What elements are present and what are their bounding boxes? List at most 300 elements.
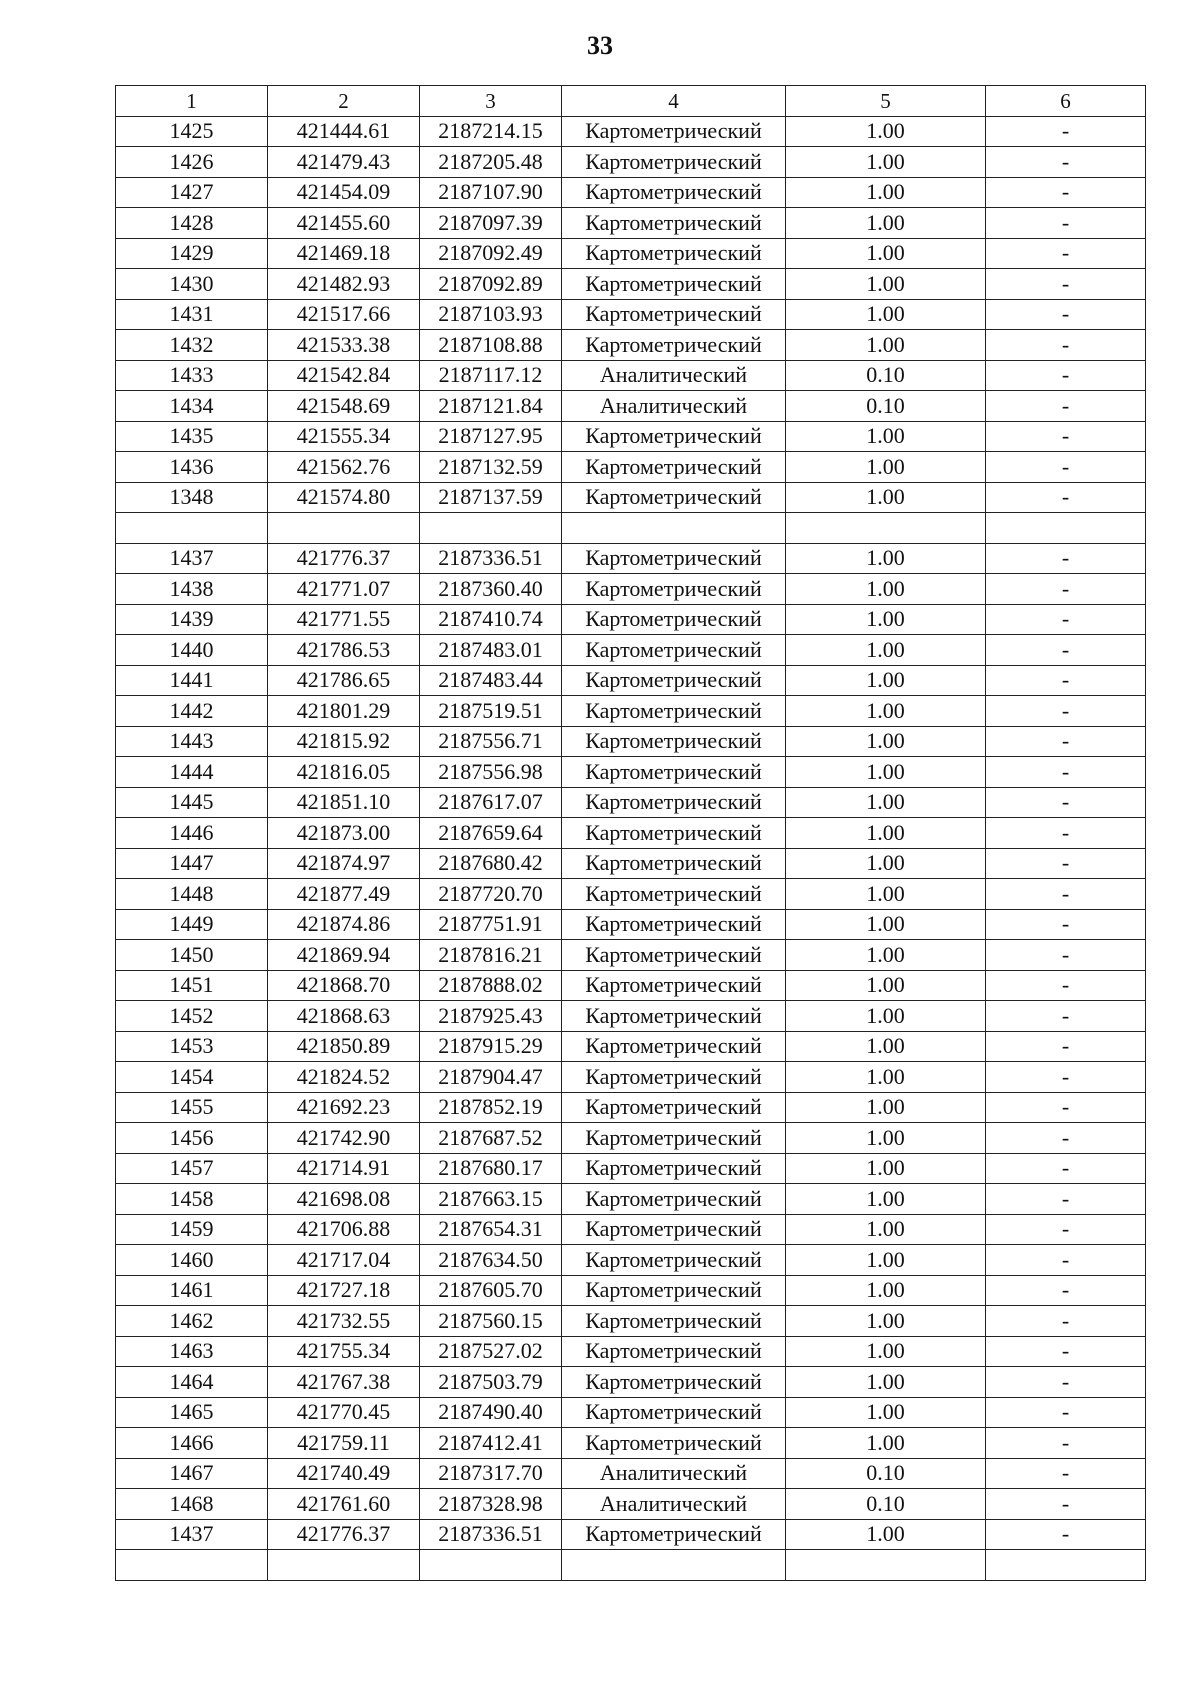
header-row (116, 86, 1146, 117)
x-coordinate-cell: 421761.60 (268, 1489, 420, 1520)
x-coordinate-cell (268, 513, 420, 544)
y-coordinate-cell: 2187605.70 (420, 1275, 562, 1306)
y-coordinate-cell: 2187659.64 (420, 818, 562, 849)
x-coordinate-cell: 421873.00 (268, 818, 420, 849)
table-row (116, 208, 1146, 239)
x-coordinate-cell: 421874.86 (268, 909, 420, 940)
method-cell: Картометрический (562, 543, 786, 574)
table-row (116, 360, 1146, 391)
x-coordinate-cell (268, 1550, 420, 1581)
table-row (116, 1153, 1146, 1184)
accuracy-cell: 1.00 (786, 208, 986, 239)
table-row (116, 177, 1146, 208)
x-coordinate-cell: 421759.11 (268, 1428, 420, 1459)
accuracy-cell: 1.00 (786, 757, 986, 788)
point-number-cell: 1457 (116, 1153, 268, 1184)
accuracy-cell (786, 513, 986, 544)
accuracy-cell: 1.00 (786, 330, 986, 361)
table-row (116, 1519, 1146, 1550)
point-number-cell: 1454 (116, 1062, 268, 1093)
note-cell: - (986, 543, 1146, 574)
accuracy-cell: 1.00 (786, 848, 986, 879)
x-coordinate-cell: 421714.91 (268, 1153, 420, 1184)
note-cell (986, 1550, 1146, 1581)
y-coordinate-cell: 2187680.42 (420, 848, 562, 879)
method-cell: Картометрический (562, 848, 786, 879)
y-coordinate-cell: 2187915.29 (420, 1031, 562, 1062)
accuracy-cell: 1.00 (786, 1428, 986, 1459)
table-row (116, 604, 1146, 635)
accuracy-cell: 1.00 (786, 543, 986, 574)
y-coordinate-cell: 2187127.95 (420, 421, 562, 452)
method-cell: Картометрический (562, 787, 786, 818)
note-cell: - (986, 1275, 1146, 1306)
table-row (116, 635, 1146, 666)
method-cell: Картометрический (562, 604, 786, 635)
x-coordinate-cell: 421824.52 (268, 1062, 420, 1093)
note-cell: - (986, 330, 1146, 361)
table-row (116, 1428, 1146, 1459)
note-cell: - (986, 116, 1146, 147)
method-cell (562, 513, 786, 544)
point-number-cell: 1463 (116, 1336, 268, 1367)
y-coordinate-cell: 2187483.44 (420, 665, 562, 696)
point-number-cell (116, 1550, 268, 1581)
y-coordinate-cell: 2187214.15 (420, 116, 562, 147)
method-cell: Картометрический (562, 1245, 786, 1276)
method-cell: Картометрический (562, 909, 786, 940)
x-coordinate-cell: 421770.45 (268, 1397, 420, 1428)
y-coordinate-cell: 2187556.98 (420, 757, 562, 788)
note-cell: - (986, 1062, 1146, 1093)
accuracy-cell: 1.00 (786, 1245, 986, 1276)
y-coordinate-cell: 2187336.51 (420, 543, 562, 574)
x-coordinate-cell: 421877.49 (268, 879, 420, 910)
point-number-cell: 1465 (116, 1397, 268, 1428)
note-cell: - (986, 1214, 1146, 1245)
y-coordinate-cell: 2187816.21 (420, 940, 562, 971)
method-cell: Картометрический (562, 1092, 786, 1123)
note-cell: - (986, 1428, 1146, 1459)
note-cell: - (986, 635, 1146, 666)
accuracy-cell: 1.00 (786, 1306, 986, 1337)
method-cell: Картометрический (562, 1184, 786, 1215)
table-row (116, 299, 1146, 330)
accuracy-cell: 1.00 (786, 940, 986, 971)
note-cell: - (986, 452, 1146, 483)
note-cell: - (986, 1153, 1146, 1184)
y-coordinate-cell: 2187925.43 (420, 1001, 562, 1032)
column-header-5: 5 (786, 86, 986, 117)
x-coordinate-cell: 421517.66 (268, 299, 420, 330)
y-coordinate-cell: 2187527.02 (420, 1336, 562, 1367)
note-cell: - (986, 1031, 1146, 1062)
x-coordinate-cell: 421771.07 (268, 574, 420, 605)
method-cell: Картометрический (562, 421, 786, 452)
note-cell: - (986, 177, 1146, 208)
table-row (116, 1336, 1146, 1367)
table-row (116, 848, 1146, 879)
method-cell: Картометрический (562, 269, 786, 300)
point-number-cell: 1452 (116, 1001, 268, 1032)
point-number-cell: 1430 (116, 269, 268, 300)
method-cell: Картометрический (562, 116, 786, 147)
note-cell: - (986, 208, 1146, 239)
method-cell: Картометрический (562, 238, 786, 269)
accuracy-cell: 1.00 (786, 1397, 986, 1428)
y-coordinate-cell: 2187720.70 (420, 879, 562, 910)
table-row (116, 1245, 1146, 1276)
method-cell: Аналитический (562, 391, 786, 422)
point-number-cell: 1453 (116, 1031, 268, 1062)
table-row (116, 1306, 1146, 1337)
point-number-cell: 1432 (116, 330, 268, 361)
table-row (116, 1092, 1146, 1123)
accuracy-cell: 1.00 (786, 787, 986, 818)
table-row (116, 1001, 1146, 1032)
x-coordinate-cell: 421692.23 (268, 1092, 420, 1123)
column-header-4: 4 (562, 86, 786, 117)
x-coordinate-cell: 421801.29 (268, 696, 420, 727)
accuracy-cell: 0.10 (786, 391, 986, 422)
y-coordinate-cell: 2187117.12 (420, 360, 562, 391)
method-cell: Картометрический (562, 635, 786, 666)
y-coordinate-cell: 2187904.47 (420, 1062, 562, 1093)
y-coordinate-cell: 2187360.40 (420, 574, 562, 605)
x-coordinate-cell: 421455.60 (268, 208, 420, 239)
note-cell: - (986, 818, 1146, 849)
table-row (116, 1184, 1146, 1215)
method-cell: Картометрический (562, 818, 786, 849)
x-coordinate-cell: 421851.10 (268, 787, 420, 818)
table-row (116, 1458, 1146, 1489)
x-coordinate-cell: 421786.65 (268, 665, 420, 696)
point-number-cell: 1467 (116, 1458, 268, 1489)
column-header-2: 2 (268, 86, 420, 117)
point-number-cell: 1434 (116, 391, 268, 422)
x-coordinate-cell: 421850.89 (268, 1031, 420, 1062)
note-cell: - (986, 1519, 1146, 1550)
note-cell: - (986, 879, 1146, 910)
note-cell: - (986, 482, 1146, 513)
accuracy-cell: 1.00 (786, 116, 986, 147)
point-number-cell: 1427 (116, 177, 268, 208)
x-coordinate-cell: 421548.69 (268, 391, 420, 422)
table-row (116, 940, 1146, 971)
accuracy-cell: 1.00 (786, 269, 986, 300)
table-row (116, 147, 1146, 178)
accuracy-cell: 1.00 (786, 879, 986, 910)
note-cell: - (986, 1367, 1146, 1398)
accuracy-cell: 1.00 (786, 147, 986, 178)
point-number-cell: 1426 (116, 147, 268, 178)
table-row (116, 696, 1146, 727)
note-cell: - (986, 147, 1146, 178)
x-coordinate-cell: 421479.43 (268, 147, 420, 178)
point-number-cell: 1431 (116, 299, 268, 330)
x-coordinate-cell: 421874.97 (268, 848, 420, 879)
y-coordinate-cell: 2187205.48 (420, 147, 562, 178)
method-cell: Картометрический (562, 1062, 786, 1093)
y-coordinate-cell: 2187560.15 (420, 1306, 562, 1337)
note-cell: - (986, 299, 1146, 330)
point-number-cell: 1466 (116, 1428, 268, 1459)
y-coordinate-cell: 2187634.50 (420, 1245, 562, 1276)
accuracy-cell: 1.00 (786, 1001, 986, 1032)
y-coordinate-cell: 2187317.70 (420, 1458, 562, 1489)
accuracy-cell: 1.00 (786, 696, 986, 727)
note-cell: - (986, 1092, 1146, 1123)
y-coordinate-cell: 2187336.51 (420, 1519, 562, 1550)
table-body (116, 116, 1146, 1580)
table-row (116, 1214, 1146, 1245)
y-coordinate-cell: 2187328.98 (420, 1489, 562, 1520)
y-coordinate-cell: 2187687.52 (420, 1123, 562, 1154)
y-coordinate-cell: 2187519.51 (420, 696, 562, 727)
note-cell: - (986, 1184, 1146, 1215)
x-coordinate-cell: 421574.80 (268, 482, 420, 513)
table-row (116, 1123, 1146, 1154)
point-number-cell: 1348 (116, 482, 268, 513)
point-number-cell: 1442 (116, 696, 268, 727)
method-cell: Картометрический (562, 1001, 786, 1032)
method-cell: Картометрический (562, 1031, 786, 1062)
accuracy-cell: 1.00 (786, 635, 986, 666)
x-coordinate-cell: 421776.37 (268, 543, 420, 574)
accuracy-cell: 0.10 (786, 360, 986, 391)
table-row (116, 513, 1146, 544)
y-coordinate-cell: 2187121.84 (420, 391, 562, 422)
point-number-cell: 1460 (116, 1245, 268, 1276)
accuracy-cell: 1.00 (786, 665, 986, 696)
y-coordinate-cell: 2187680.17 (420, 1153, 562, 1184)
table-row (116, 482, 1146, 513)
accuracy-cell: 1.00 (786, 604, 986, 635)
y-coordinate-cell: 2187888.02 (420, 970, 562, 1001)
point-number-cell: 1450 (116, 940, 268, 971)
x-coordinate-cell: 421771.55 (268, 604, 420, 635)
accuracy-cell: 1.00 (786, 1275, 986, 1306)
point-number-cell: 1439 (116, 604, 268, 635)
x-coordinate-cell: 421717.04 (268, 1245, 420, 1276)
method-cell: Картометрический (562, 1336, 786, 1367)
x-coordinate-cell: 421740.49 (268, 1458, 420, 1489)
table-row (116, 1397, 1146, 1428)
point-number-cell: 1429 (116, 238, 268, 269)
x-coordinate-cell: 421755.34 (268, 1336, 420, 1367)
accuracy-cell: 1.00 (786, 1153, 986, 1184)
method-cell: Картометрический (562, 726, 786, 757)
point-number-cell: 1458 (116, 1184, 268, 1215)
y-coordinate-cell: 2187092.89 (420, 269, 562, 300)
x-coordinate-cell: 421732.55 (268, 1306, 420, 1337)
x-coordinate-cell: 421533.38 (268, 330, 420, 361)
y-coordinate-cell: 2187132.59 (420, 452, 562, 483)
x-coordinate-cell: 421454.09 (268, 177, 420, 208)
table-row (116, 238, 1146, 269)
accuracy-cell: 1.00 (786, 1367, 986, 1398)
x-coordinate-cell: 421816.05 (268, 757, 420, 788)
method-cell: Аналитический (562, 1489, 786, 1520)
accuracy-cell: 1.00 (786, 909, 986, 940)
column-header-3: 3 (420, 86, 562, 117)
point-number-cell: 1435 (116, 421, 268, 452)
x-coordinate-cell: 421869.94 (268, 940, 420, 971)
accuracy-cell: 1.00 (786, 1519, 986, 1550)
method-cell (562, 1550, 786, 1581)
y-coordinate-cell (420, 1550, 562, 1581)
y-coordinate-cell: 2187412.41 (420, 1428, 562, 1459)
accuracy-cell: 1.00 (786, 238, 986, 269)
y-coordinate-cell: 2187410.74 (420, 604, 562, 635)
accuracy-cell: 1.00 (786, 726, 986, 757)
table-row (116, 1031, 1146, 1062)
point-number-cell: 1447 (116, 848, 268, 879)
y-coordinate-cell: 2187852.19 (420, 1092, 562, 1123)
table-row (116, 421, 1146, 452)
method-cell: Картометрический (562, 1428, 786, 1459)
x-coordinate-cell: 421776.37 (268, 1519, 420, 1550)
table-row (116, 970, 1146, 1001)
table-row (116, 726, 1146, 757)
y-coordinate-cell: 2187503.79 (420, 1367, 562, 1398)
accuracy-cell: 1.00 (786, 1184, 986, 1215)
method-cell: Картометрический (562, 452, 786, 483)
x-coordinate-cell: 421482.93 (268, 269, 420, 300)
note-cell: - (986, 1123, 1146, 1154)
method-cell: Картометрический (562, 1367, 786, 1398)
x-coordinate-cell: 421698.08 (268, 1184, 420, 1215)
column-header-1: 1 (116, 86, 268, 117)
note-cell: - (986, 391, 1146, 422)
accuracy-cell: 1.00 (786, 970, 986, 1001)
accuracy-cell: 1.00 (786, 1123, 986, 1154)
point-number-cell: 1468 (116, 1489, 268, 1520)
y-coordinate-cell: 2187097.39 (420, 208, 562, 239)
y-coordinate-cell: 2187751.91 (420, 909, 562, 940)
table-row (116, 574, 1146, 605)
x-coordinate-cell: 421868.63 (268, 1001, 420, 1032)
x-coordinate-cell: 421706.88 (268, 1214, 420, 1245)
page-number: 33 (587, 31, 613, 60)
y-coordinate-cell (420, 513, 562, 544)
y-coordinate-cell: 2187103.93 (420, 299, 562, 330)
point-number-cell: 1437 (116, 543, 268, 574)
table-row (116, 1367, 1146, 1398)
x-coordinate-cell: 421542.84 (268, 360, 420, 391)
method-cell: Картометрический (562, 696, 786, 727)
method-cell: Аналитический (562, 360, 786, 391)
x-coordinate-cell: 421786.53 (268, 635, 420, 666)
method-cell: Картометрический (562, 1306, 786, 1337)
table-row (116, 330, 1146, 361)
accuracy-cell: 1.00 (786, 1214, 986, 1245)
note-cell: - (986, 665, 1146, 696)
accuracy-cell: 1.00 (786, 482, 986, 513)
point-number-cell: 1425 (116, 116, 268, 147)
point-number-cell: 1440 (116, 635, 268, 666)
y-coordinate-cell: 2187654.31 (420, 1214, 562, 1245)
x-coordinate-cell: 421562.76 (268, 452, 420, 483)
accuracy-cell: 1.00 (786, 1062, 986, 1093)
note-cell: - (986, 1306, 1146, 1337)
y-coordinate-cell: 2187556.71 (420, 726, 562, 757)
accuracy-cell: 1.00 (786, 1336, 986, 1367)
point-number-cell: 1438 (116, 574, 268, 605)
method-cell: Картометрический (562, 1397, 786, 1428)
x-coordinate-cell: 421815.92 (268, 726, 420, 757)
accuracy-cell: 0.10 (786, 1458, 986, 1489)
table-row (116, 757, 1146, 788)
y-coordinate-cell: 2187483.01 (420, 635, 562, 666)
method-cell: Картометрический (562, 177, 786, 208)
point-number-cell: 1437 (116, 1519, 268, 1550)
method-cell: Аналитический (562, 1458, 786, 1489)
y-coordinate-cell: 2187663.15 (420, 1184, 562, 1215)
note-cell (986, 513, 1146, 544)
accuracy-cell: 1.00 (786, 1092, 986, 1123)
point-number-cell: 1444 (116, 757, 268, 788)
y-coordinate-cell: 2187617.07 (420, 787, 562, 818)
table-row (116, 818, 1146, 849)
table-row (116, 787, 1146, 818)
table-row (116, 269, 1146, 300)
note-cell: - (986, 1458, 1146, 1489)
accuracy-cell: 1.00 (786, 299, 986, 330)
note-cell: - (986, 1001, 1146, 1032)
method-cell: Картометрический (562, 1123, 786, 1154)
method-cell: Картометрический (562, 1275, 786, 1306)
table-row (116, 1062, 1146, 1093)
method-cell: Картометрический (562, 757, 786, 788)
note-cell: - (986, 940, 1146, 971)
x-coordinate-cell: 421444.61 (268, 116, 420, 147)
point-number-cell: 1433 (116, 360, 268, 391)
x-coordinate-cell: 421555.34 (268, 421, 420, 452)
point-number-cell: 1464 (116, 1367, 268, 1398)
x-coordinate-cell: 421469.18 (268, 238, 420, 269)
note-cell: - (986, 421, 1146, 452)
accuracy-cell: 1.00 (786, 177, 986, 208)
point-number-cell: 1462 (116, 1306, 268, 1337)
point-number-cell: 1428 (116, 208, 268, 239)
note-cell: - (986, 1397, 1146, 1428)
note-cell: - (986, 238, 1146, 269)
table-row (116, 543, 1146, 574)
accuracy-cell (786, 1550, 986, 1581)
accuracy-cell: 1.00 (786, 574, 986, 605)
point-number-cell: 1455 (116, 1092, 268, 1123)
y-coordinate-cell: 2187490.40 (420, 1397, 562, 1428)
note-cell: - (986, 848, 1146, 879)
x-coordinate-cell: 421868.70 (268, 970, 420, 1001)
point-number-cell: 1446 (116, 818, 268, 849)
table-row (116, 116, 1146, 147)
point-number-cell: 1443 (116, 726, 268, 757)
table-row (116, 665, 1146, 696)
note-cell: - (986, 787, 1146, 818)
note-cell: - (986, 757, 1146, 788)
method-cell: Картометрический (562, 1214, 786, 1245)
method-cell: Картометрический (562, 879, 786, 910)
note-cell: - (986, 1245, 1146, 1276)
method-cell: Картометрический (562, 299, 786, 330)
x-coordinate-cell: 421727.18 (268, 1275, 420, 1306)
y-coordinate-cell: 2187092.49 (420, 238, 562, 269)
method-cell: Картометрический (562, 208, 786, 239)
point-number-cell: 1436 (116, 452, 268, 483)
note-cell: - (986, 970, 1146, 1001)
